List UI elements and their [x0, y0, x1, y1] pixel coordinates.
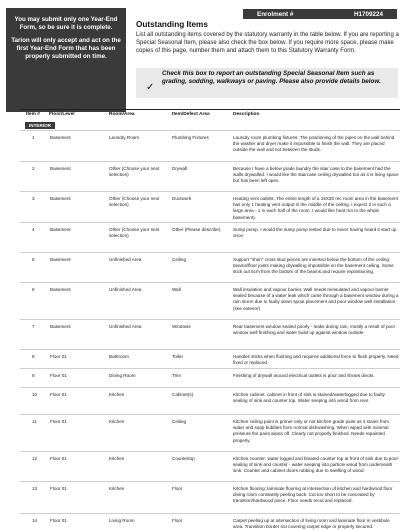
- column-header-floor: Floor/Level: [49, 112, 75, 117]
- cell-desc: Kitchen ceiling paint is primer only or not kitchen grade paint as it stains from water and soap bubbles from normal dishwashing. When wiped with minimal pressure the paint wipes off. Clearly not properly finished. Needs repainted properly.: [233, 419, 390, 443]
- cell-desc: Finishing of drywall around electrical outlets is poor and shows divots.: [233, 373, 375, 378]
- cell-area: Floor: [172, 486, 183, 491]
- cell-room: Unfinished Area: [109, 324, 142, 329]
- table-row: [20, 349, 400, 366]
- warning-text-once: You may submit only one Year-End Form, so be sure it is complete.: [14, 16, 118, 32]
- cell-floor: Basement: [50, 324, 71, 329]
- cell-item: 10: [32, 392, 38, 397]
- table-row: [20, 368, 400, 378]
- seasonal-item-checkbox-panel[interactable]: [136, 68, 398, 98]
- column-header-item: Item #: [26, 112, 40, 117]
- cell-desc: Carpet peeling up at intersection of living room and laminate floor in vestibule area. Transition border not covering carpet edge or properly secured.: [233, 518, 390, 530]
- cell-area: Wall: [172, 287, 181, 292]
- column-header-description: Description: [233, 112, 260, 117]
- cell-room: Kitchen: [109, 486, 125, 491]
- table-row: [20, 481, 400, 504]
- enrolment-number: H1709224: [353, 10, 383, 18]
- cell-area: Windows: [172, 324, 191, 329]
- cell-area: Other (Please describe): [172, 227, 221, 232]
- cell-floor: Floor 01: [50, 419, 67, 424]
- column-header-defect-area: Item/Defect Area: [172, 112, 210, 117]
- cell-area: Ceiling: [172, 419, 187, 424]
- seasonal-item-instructions: Check this box to report an outstanding Special Seasonal Item such as grading, sodding, walkways or paving. Please also provide details below.: [162, 70, 381, 86]
- cell-room: Kitchen: [109, 456, 125, 461]
- cell-item: 11: [32, 419, 37, 424]
- enrolment-bar: [243, 9, 397, 19]
- cell-desc: Laundry room plumbing fixtures: The positioning of the pipes on the wall behind the washer and dryer make it impossible to finish the wall. They are placed outside the wall and not between the studs.: [233, 135, 395, 153]
- submission-warning-box: [6, 8, 126, 112]
- cell-floor: Floor 01: [50, 354, 67, 359]
- cell-item: 6: [32, 287, 35, 292]
- cell-room: Bathroom: [109, 354, 129, 359]
- cell-area: Toilet: [172, 354, 183, 359]
- cell-room: Living Room: [109, 518, 135, 523]
- page-title: Outstanding Items: [136, 20, 208, 29]
- cell-room: Other (Choose your next selection): [109, 196, 160, 208]
- checkmark-icon[interactable]: ✓: [146, 82, 155, 93]
- cell-floor: Basement: [50, 196, 71, 201]
- cell-area: Trim: [172, 373, 182, 378]
- cell-room: Unfinished Area: [109, 257, 142, 262]
- cell-room: Kitchen: [109, 392, 125, 397]
- cell-room: Dining Room: [109, 373, 136, 378]
- table-row: [20, 513, 400, 530]
- cell-area: Drywall: [172, 166, 188, 171]
- table-row: [20, 282, 400, 311]
- section-label-interior: INTERIOR: [25, 122, 55, 129]
- cell-item: 1: [32, 135, 35, 140]
- table-row: [20, 130, 400, 153]
- cell-room: Kitchen: [109, 419, 125, 424]
- column-header-room: Room/Area: [109, 112, 135, 117]
- cell-floor: Basement: [50, 227, 71, 232]
- cell-item: 14: [32, 518, 38, 523]
- cell-desc: Because I have a below grade laundry the stair case to the basement had the walls drywalled. I would like the staircase ceiling drywalled too as it is living space but has been left open.: [233, 166, 399, 184]
- cell-area: Cabinet(s): [172, 392, 194, 397]
- enrolment-label: Enrolment #: [257, 10, 294, 18]
- cell-desc: Wall insulation and vapour barrier. Wall needs reinsulated and vapour barrier sealed because of a water leak which came through a basement window during a rain storm due to faulty down spout placement and poor window well installation. (see exterior): [233, 287, 399, 311]
- cell-item: 2: [32, 166, 35, 171]
- cell-desc: Support "shim" cross stud pieces are inserted below the bottom of the ceiling beams/floor joists making drywalling impossible on the basement ceiling. Some stick out 5cm from the bottom of the beams and require repositioning.: [233, 257, 394, 275]
- cell-item: 12: [32, 456, 38, 461]
- cell-desc: Rear basement window sealed poorly - leaks during rain, mostly a result of poor window well finishing and water build up against window outside.: [233, 324, 396, 336]
- cell-area: Floor: [172, 518, 183, 523]
- cell-desc: Heating vent outlets. The entire length of a 15X30 rec room area in the basement has only 1 heating vent output in the middle of the ceiling. I expect 2 in such a large area - 1 in each half of the room. I would like heat run to the whole basement).: [233, 196, 398, 220]
- cell-floor: Basement: [50, 166, 71, 171]
- cell-desc: Kitchen counter: water logged and bloated counter top at front of sink due to poor sealing of sink and counter - water seeping into particle wood from underneath sink. Counter and cabinet doors rubbing due to swelling of wood.: [233, 456, 398, 474]
- cell-room: Other (Choose your next selection): [109, 227, 160, 239]
- cell-area: Ceiling: [172, 257, 187, 262]
- cell-room: Other (Choose your next selection): [109, 166, 160, 178]
- warning-text-tarion: Tarion will only accept and act on the first Year-End Form that has been properly submitted on time.: [11, 37, 121, 61]
- cell-desc: Kitchen flooring: laminate flooring at intersection of kitchen and hardwood floor dining room constantly peeling back. Cut too short to be concealed by transition/hardwood piece. Floor needs recut and replaced.: [233, 486, 393, 504]
- table-row: [20, 252, 400, 275]
- table-row: [20, 191, 400, 220]
- cell-desc: Sump pump. I would the sump pump tested due to never having heard it start up once.: [233, 227, 397, 239]
- cell-item: 7: [32, 324, 35, 329]
- cell-item: 8: [32, 354, 35, 359]
- cell-room: Laundry Room: [109, 135, 140, 140]
- cell-area: Ductwork: [172, 196, 192, 201]
- table-row: [20, 414, 400, 443]
- cell-floor: Floor 01: [50, 486, 67, 491]
- cell-floor: Basement: [50, 287, 71, 292]
- table-row: [20, 161, 400, 184]
- cell-floor: Floor 01: [50, 392, 67, 397]
- cell-room: Unfinished Area: [109, 287, 142, 292]
- cell-item: 9: [32, 373, 35, 378]
- cell-floor: Basement: [50, 135, 71, 140]
- cell-area: Plumbing Fixtures: [172, 135, 209, 140]
- cell-floor: Floor 01: [50, 373, 67, 378]
- cell-item: 13: [32, 486, 38, 491]
- intro-paragraph: List all outstanding items covered by the statutory warranty in the table below. If you are reporting a Special Seasonal Item, please also check the box below. If you require more space, please make copies of this page, number them and attach them to this Statutory Warranty Form.: [136, 32, 399, 55]
- table-row: [20, 222, 400, 239]
- table-row: [20, 451, 400, 474]
- cell-area: Countertop: [172, 456, 195, 461]
- cell-item: 4: [32, 227, 35, 232]
- cell-desc: Handles sticks when flushing and requires additional force to flush properly. Need fixed or replaced.: [233, 354, 399, 366]
- cell-desc: Kitchen cabinet: cabinet in front of sink is stained/waterlogged due to faulty sealing of sink and counter top. Water seeping into wood from rear.: [233, 392, 385, 404]
- cell-item: 5: [32, 257, 35, 262]
- cell-floor: Floor 01: [50, 456, 67, 461]
- table-row: [20, 319, 400, 336]
- cell-item: 3: [32, 196, 35, 201]
- cell-floor: Basement: [50, 257, 71, 262]
- table-row: [20, 387, 400, 404]
- table-header-rule: [20, 109, 400, 110]
- cell-floor: Floor 01: [50, 518, 67, 523]
